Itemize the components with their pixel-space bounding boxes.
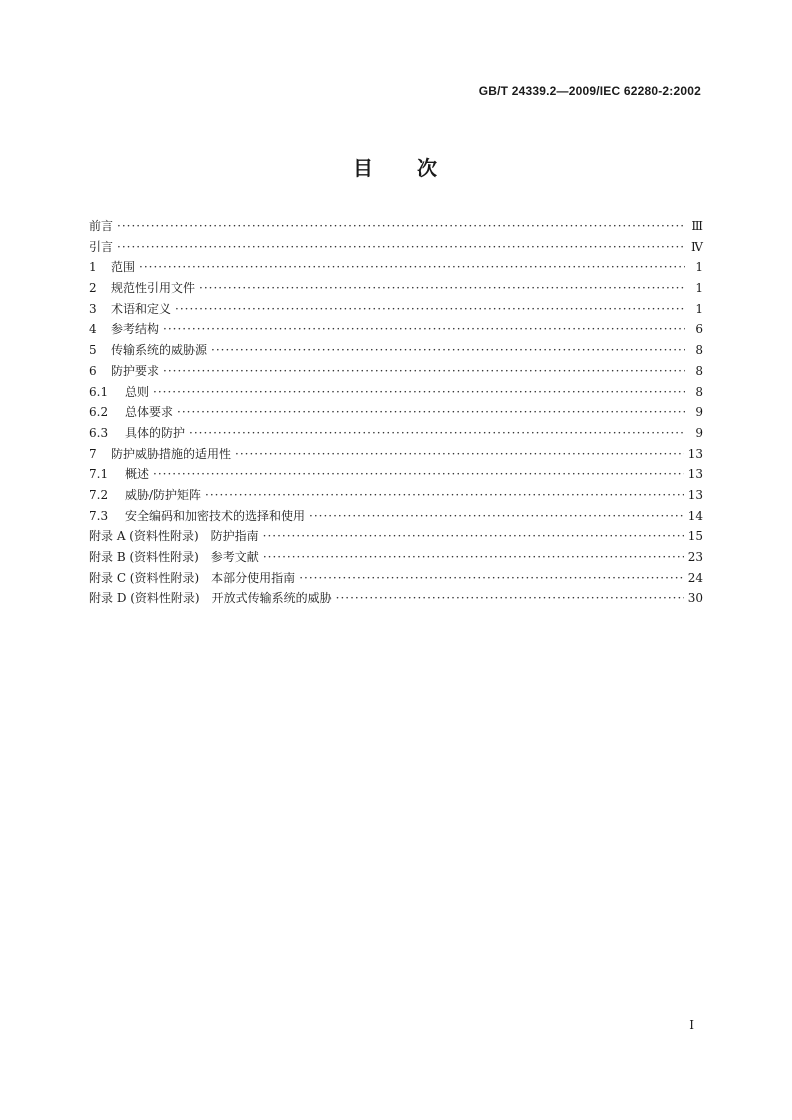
toc-entry-page: 9: [695, 405, 703, 420]
toc-entry-label: [89, 319, 163, 340]
toc-entry[interactable]: [89, 299, 703, 320]
toc-entry-number: 7.3: [89, 508, 109, 523]
toc-entry-page: 1: [695, 281, 703, 296]
toc-entry-text: 引言: [89, 239, 114, 254]
table-of-contents: [89, 216, 703, 609]
toc-entry-page: Ⅲ: [691, 219, 703, 233]
toc-entry-text: 防护要求: [111, 363, 160, 378]
toc-entry-number: 6.3: [89, 425, 109, 440]
page-folio: I: [689, 1018, 694, 1032]
toc-entry-label: [89, 568, 299, 589]
toc-entry[interactable]: [89, 547, 703, 568]
toc-leader-dots: [211, 340, 685, 361]
toc-entry[interactable]: [89, 257, 703, 278]
toc-entry-text: 总则: [125, 384, 150, 399]
toc-entry-text: 前言: [89, 219, 114, 233]
toc-entry-label: [89, 299, 175, 320]
toc-entry-number: 7: [89, 446, 97, 461]
toc-entry-text: 附录 B (资料性附录) 参考文献: [89, 550, 259, 564]
toc-entry-label: [89, 278, 199, 299]
toc-entry-page: 1: [695, 301, 703, 316]
toc-entry-number: 1: [89, 260, 97, 275]
toc-leader-dots: [163, 319, 685, 340]
title-part-2: 次: [417, 156, 439, 180]
toc-entry-number: 7.2: [89, 487, 109, 502]
toc-leader-dots: [199, 278, 685, 299]
toc-entry-number: 3: [89, 301, 97, 316]
toc-entry[interactable]: [89, 568, 703, 589]
toc-entry-text: 概述: [125, 467, 150, 482]
toc-entry[interactable]: [89, 319, 703, 340]
toc-entry-text: 总体要求: [125, 405, 174, 420]
toc-entry-text: 安全编码和加密技术的选择和使用: [125, 508, 306, 523]
toc-entry-text: 规范性引用文件: [111, 281, 196, 296]
toc-entry[interactable]: [89, 423, 703, 444]
toc-entry-number: 5: [89, 343, 97, 358]
toc-entry-number: 6: [89, 363, 97, 378]
toc-entry-label: [89, 257, 139, 278]
toc-entry-text: 防护威胁措施的适用性: [111, 446, 232, 461]
toc-entry-text: 附录 C (资料性附录) 本部分使用指南: [89, 570, 296, 585]
toc-leader-dots: [263, 526, 684, 547]
toc-leader-dots: [117, 216, 685, 237]
toc-entry-label: [89, 444, 235, 465]
toc-entry-page: 24: [687, 570, 703, 585]
toc-entry-label: [89, 547, 263, 568]
toc-entry-text: 具体的防护: [125, 425, 186, 440]
toc-entry-number: 6.1: [89, 384, 109, 399]
toc-entry-label: [89, 485, 205, 506]
toc-entry-label: [89, 588, 336, 609]
toc-leader-dots: [263, 547, 684, 568]
page-title: [0, 152, 792, 181]
toc-entry-number: 4: [89, 322, 97, 337]
toc-leader-dots: [336, 588, 684, 609]
toc-entry-text: 附录 A (资料性附录) 防护指南: [89, 529, 259, 544]
toc-leader-dots: [177, 402, 685, 423]
toc-entry[interactable]: [89, 402, 703, 423]
toc-entry-page: 1: [695, 260, 703, 275]
toc-entry-text: 附录 D (资料性附录) 开放式传输系统的威胁: [89, 591, 332, 606]
toc-entry[interactable]: [89, 278, 703, 299]
toc-leader-dots: [205, 485, 684, 506]
toc-entry-label: [89, 237, 117, 258]
toc-entry-text: 范围: [111, 260, 136, 275]
toc-entry[interactable]: [89, 485, 703, 506]
toc-entry-label: [89, 464, 153, 485]
toc-leader-dots: [153, 382, 685, 403]
toc-entry[interactable]: [89, 464, 703, 485]
toc-entry-label: [89, 506, 309, 527]
toc-entry-label: [89, 340, 211, 361]
toc-leader-dots: [309, 506, 684, 527]
toc-entry[interactable]: [89, 588, 703, 609]
toc-entry[interactable]: [89, 444, 703, 465]
toc-entry-number: 2: [89, 281, 97, 296]
toc-entry-page: Ⅳ: [691, 239, 703, 254]
toc-entry-label: [89, 216, 117, 237]
toc-entry-number: 7.1: [89, 467, 109, 482]
toc-entry-page: 9: [695, 425, 703, 440]
toc-entry-page: 8: [695, 363, 703, 378]
toc-entry-text: 术语和定义: [111, 301, 172, 316]
toc-entry[interactable]: [89, 216, 703, 237]
title-part-1: 目: [353, 156, 375, 180]
toc-leader-dots: [153, 464, 684, 485]
toc-entry[interactable]: [89, 340, 703, 361]
toc-entry-label: [89, 361, 163, 382]
toc-leader-dots: [117, 237, 685, 258]
toc-entry[interactable]: [89, 506, 703, 527]
toc-entry-number: 6.2: [89, 405, 109, 420]
toc-entry-page: 8: [695, 343, 703, 358]
toc-entry-page: 13: [687, 467, 703, 482]
toc-leader-dots: [299, 568, 684, 589]
toc-entry-text: 传输系统的威胁源: [111, 343, 208, 358]
toc-leader-dots: [235, 444, 684, 465]
toc-leader-dots: [189, 423, 685, 444]
toc-entry-label: [89, 402, 177, 423]
toc-entry[interactable]: [89, 526, 703, 547]
toc-entry-page: 13: [687, 446, 703, 461]
toc-entry-page: 14: [687, 508, 703, 523]
standard-code-header: GB/T 24339.2—2009/IEC 62280-2:2002: [478, 84, 701, 98]
toc-entry[interactable]: [89, 237, 703, 258]
toc-entry-page: 8: [695, 384, 703, 399]
toc-leader-dots: [175, 299, 685, 320]
toc-entry-page: 13: [687, 487, 703, 502]
toc-leader-dots: [163, 361, 685, 382]
toc-entry-page: 30: [687, 591, 703, 606]
toc-entry-page: 6: [695, 322, 703, 337]
toc-entry-page: 15: [687, 529, 703, 544]
toc-entry-label: [89, 423, 189, 444]
toc-leader-dots: [139, 257, 685, 278]
toc-entry[interactable]: [89, 382, 703, 403]
toc-entry-label: [89, 382, 153, 403]
toc-entry-text: 威胁/防护矩阵: [125, 487, 202, 502]
toc-entry-text: 参考结构: [111, 322, 160, 337]
toc-entry-label: [89, 526, 263, 547]
toc-entry[interactable]: [89, 361, 703, 382]
toc-entry-page: 23: [687, 550, 703, 564]
